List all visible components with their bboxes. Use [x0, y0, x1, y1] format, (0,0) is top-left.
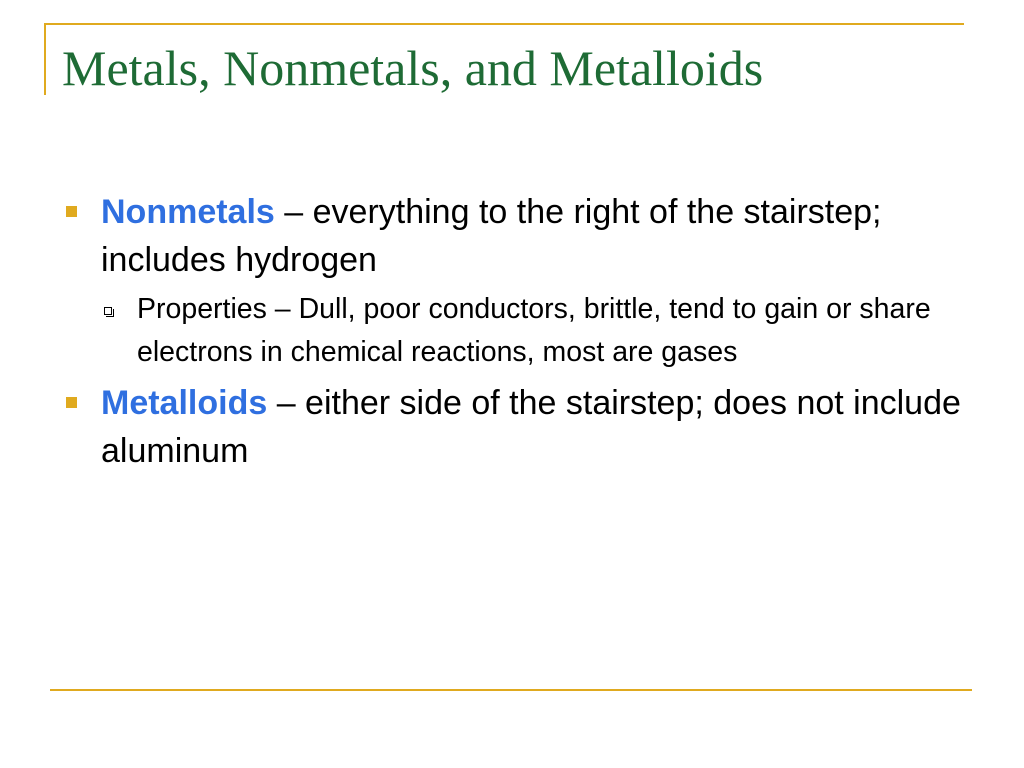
bullet-metalloids	[62, 379, 972, 475]
square-bullet-icon	[66, 397, 77, 408]
bullet-nonmetals	[62, 188, 972, 284]
bullet-term: Nonmetals	[101, 193, 275, 231]
square-bullet-icon	[66, 206, 77, 217]
sub-bullet-properties	[62, 288, 972, 374]
bullet-term: Metalloids	[101, 384, 268, 422]
frame-top-line	[44, 23, 964, 25]
hollow-square-bullet-icon	[104, 307, 112, 315]
bullet-text: – either side of the stairstep; does not include aluminum	[101, 384, 961, 470]
slide-title: Metals, Nonmetals, and Metalloids	[62, 40, 764, 96]
frame-bottom-line	[50, 689, 972, 691]
slide-content	[62, 188, 972, 475]
sub-bullet-text: Properties – Dull, poor conductors, brittle, tend to gain or share electrons in chemical reactions, most are gases	[137, 293, 931, 368]
bullet-text: – everything to the right of the stairstep; includes hydrogen	[101, 193, 882, 279]
frame-left-line	[44, 23, 46, 95]
